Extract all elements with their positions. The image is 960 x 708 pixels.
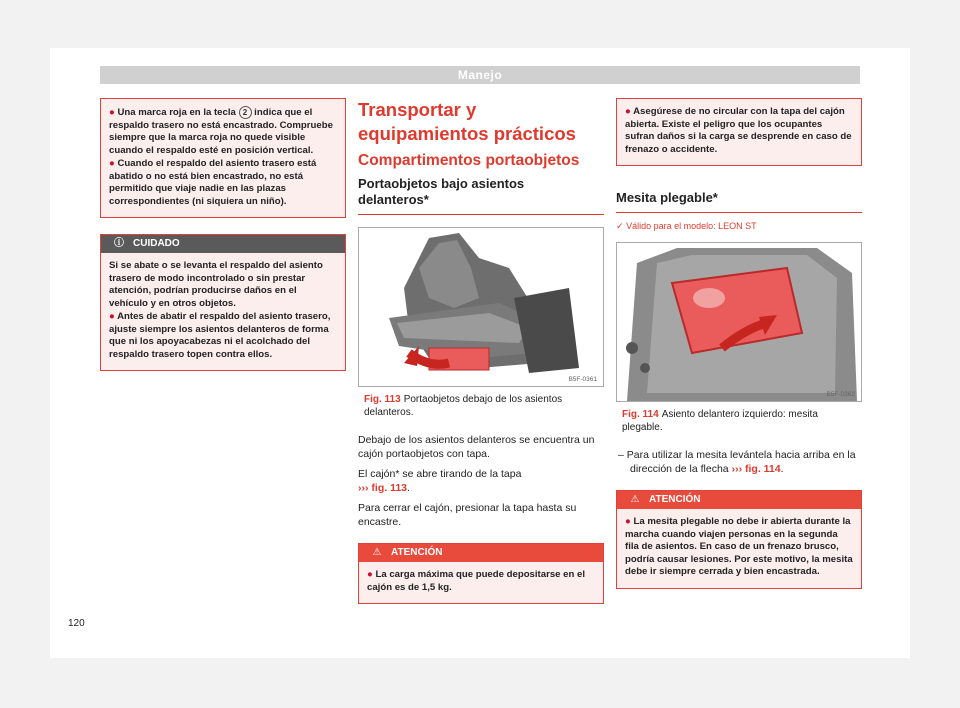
bullet-icon: ● <box>625 106 631 117</box>
note-bullet-2: ● Cuando el respaldo del asiento trasero está abatido o no está bien encastrado, no está permitido que viaje nadie en las plazas correspondientes (ni siquiera un niño). <box>109 158 317 207</box>
warning-header <box>359 544 603 562</box>
caution-title: CUIDADO <box>133 238 180 249</box>
seat-drawer-illustration <box>359 228 603 386</box>
section-header: Manejo <box>100 66 860 84</box>
section-title: Mesita plegable* <box>616 190 862 213</box>
figure-code: B5F-0362 <box>826 391 855 398</box>
figure-link[interactable]: ››› fig. 114 <box>731 463 781 475</box>
check-icon: ✓ <box>616 221 624 231</box>
chapter-title-line-1: Transportar y <box>358 99 477 120</box>
page-number: 120 <box>68 618 85 629</box>
caution-header <box>101 235 345 253</box>
note-bullet-1: ● Una marca roja en la tecla 2 indica que el respaldo trasero no está encastrado. Compruebe siempre que la marca roja no quede visible cuando el respaldo esté en posición vertical. <box>109 107 333 156</box>
bullet-icon: ● <box>367 569 373 580</box>
warning-text: ● La mesita plegable no debe ir abierta durante la marcha cuando viajen personas en la segunda fila de asientos. En caso de un frenazo brusco, podría causar lesiones. Por este motivo, la mesita debe ir siempre cerrada y bien encastrada. <box>625 516 853 577</box>
instruction-step: – Para utilizar la mesita levántela hacia arriba en la dirección de la flecha ››› fig. 114. <box>618 449 856 475</box>
bullet-icon: ● <box>109 311 115 322</box>
note-box <box>100 98 346 218</box>
key-number-badge: 2 <box>239 106 252 119</box>
warning-box <box>358 543 604 604</box>
figure-caption: Fig. 113 Portaobjetos debajo de los asientos delanteros. <box>364 394 563 418</box>
column-right <box>616 98 862 589</box>
column-left <box>100 98 346 371</box>
warning-box <box>616 490 862 589</box>
warning-title: ATENCIÓN <box>649 494 701 505</box>
body-paragraph-2: El cajón* se abre tirando de la tapa ››› fig. 113. <box>358 468 522 494</box>
warning-title: ATENCIÓN <box>391 547 443 558</box>
warning-continued-text: ● Asegúrese de no circular con la tapa del cajón abierta. Existe el peligro que los ocupantes sufran daños si la carga se desprende en caso de frenazo o accidente. <box>625 106 852 155</box>
seat-storage-figure <box>358 227 604 387</box>
caution-text-2: ● Antes de abatir el respaldo del asiento trasero, ajuste siempre los asientos delanteros de forma que ni los apoyacabezas ni el acolchado del respaldo trasero topen contra ellos. <box>109 311 331 360</box>
validity-note: ✓ Válido para el modelo: LEON ST <box>616 221 757 231</box>
chapter-title-line-2: equipamientos prácticos <box>358 123 576 144</box>
figure-code: B5F-0361 <box>568 376 597 383</box>
bullet-icon: ● <box>109 107 115 118</box>
bullet-icon: ● <box>625 516 631 527</box>
warning-triangle-icon: ⚠ <box>630 494 640 505</box>
section-title: Portaobjetos bajo asientos delanteros* <box>358 176 604 215</box>
caution-text-1: Si se abate o se levanta el respaldo del asiento trasero de modo incontrolado o sin prestar atención, podrían producirse daños en el vehículo y en otros objetos. <box>109 260 323 309</box>
folding-table-illustration <box>617 243 861 401</box>
figure-caption: Fig. 114 Asiento delantero izquierdo: mesita plegable. <box>622 409 818 433</box>
folding-table-figure <box>616 242 862 402</box>
subchapter-title: Compartimentos portaobjetos <box>358 152 580 169</box>
warning-header <box>617 491 861 509</box>
info-circle-icon: ⓘ <box>114 238 124 249</box>
bullet-icon: ● <box>109 158 115 169</box>
figure-link[interactable]: ››› fig. 113 <box>358 482 408 494</box>
body-paragraph-3: Para cerrar el cajón, presionar la tapa hasta su encastre. <box>358 502 577 528</box>
warning-text: ● La carga máxima que puede depositarse en el cajón es de 1,5 kg. <box>367 569 586 593</box>
warning-triangle-icon: ⚠ <box>372 547 382 558</box>
warning-continued-box <box>616 98 862 166</box>
caution-box <box>100 234 346 371</box>
body-paragraph-1: Debajo de los asientos delanteros se encuentra un cajón portaobjetos con tapa. <box>358 434 595 460</box>
column-middle <box>358 98 604 604</box>
